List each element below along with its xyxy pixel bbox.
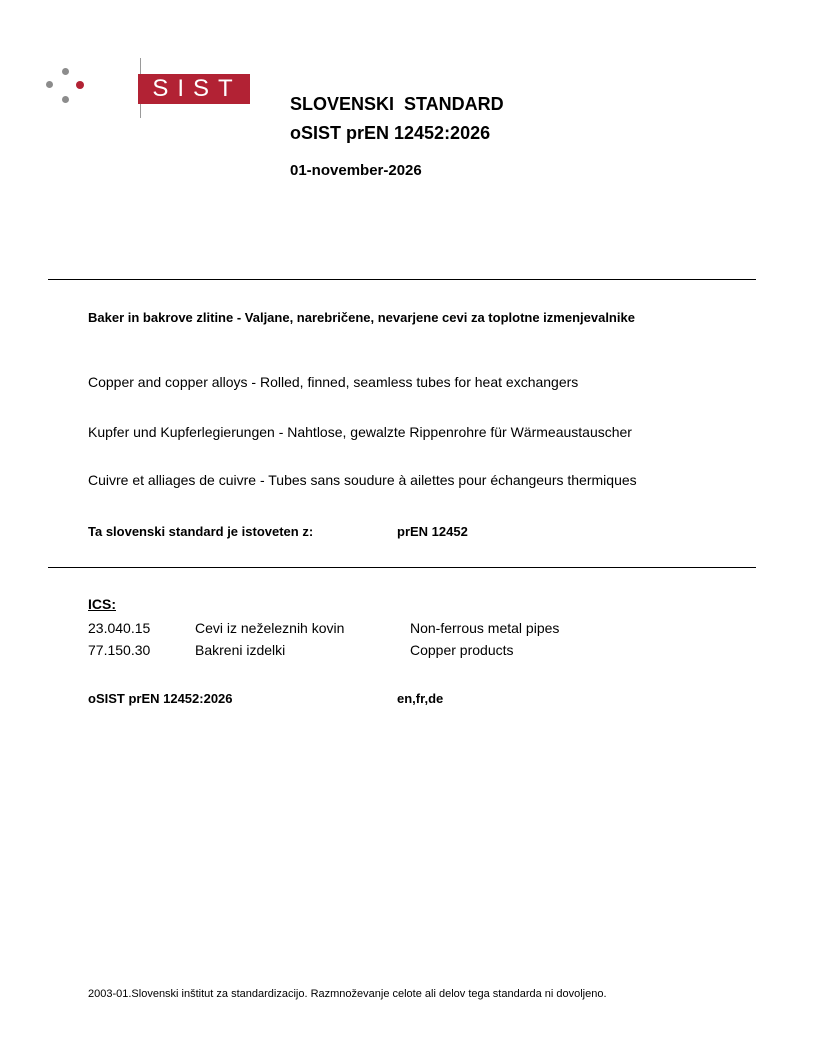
ics-description-sl: Cevi iz neželeznih kovin (195, 620, 345, 636)
sist-logo (46, 58, 242, 120)
ics-row (88, 642, 688, 660)
document-type: SLOVENSKI STANDARD (290, 94, 504, 114)
identity-label: Ta slovenski standard je istoveten z: (88, 524, 314, 539)
title-german: Kupfer und Kupferlegierungen - Nahtlose, gewalzte Rippenrohre für Wärmeaustauscher (88, 424, 632, 440)
standard-languages: en,fr,de (397, 691, 444, 706)
logo-dot-bottom (62, 96, 69, 103)
copyright-footer: 2003-01.Slovenski inštitut za standardizacijo. Razmnoževanje celote ali delov tega standarda ni dovoljeno. (88, 988, 607, 1000)
title-slovenian: Baker in bakrove zlitine - Valjane, narebričene, nevarjene cevi za toplotne izmenjevalnike (88, 310, 635, 325)
ics-code: 77.150.30 (88, 642, 151, 658)
logo-dot-top (62, 68, 69, 75)
title-french: Cuivre et alliages de cuivre - Tubes sans soudure à ailettes pour échangeurs thermiques (88, 472, 637, 488)
divider-bottom (48, 567, 756, 568)
ics-description-en: Copper products (410, 642, 514, 658)
logo-dot-red (76, 81, 84, 89)
ics-row (88, 620, 688, 638)
ics-code: 23.040.15 (88, 620, 151, 636)
standard-reference: oSIST prEN 12452:2026 (88, 691, 233, 706)
title-english: Copper and copper alloys - Rolled, finned, seamless tubes for heat exchangers (88, 374, 579, 390)
ics-description-en: Non-ferrous metal pipes (410, 620, 560, 636)
logo-wordmark: SIST (138, 74, 250, 104)
ics-description-sl: Bakreni izdelki (195, 642, 286, 658)
document-date: 01-november-2026 (290, 162, 422, 179)
document-number: oSIST prEN 12452:2026 (290, 123, 491, 143)
logo-dot-left (46, 81, 53, 88)
identity-value: prEN 12452 (397, 524, 468, 539)
divider-top (48, 279, 756, 280)
ics-heading: ICS: (88, 596, 116, 612)
